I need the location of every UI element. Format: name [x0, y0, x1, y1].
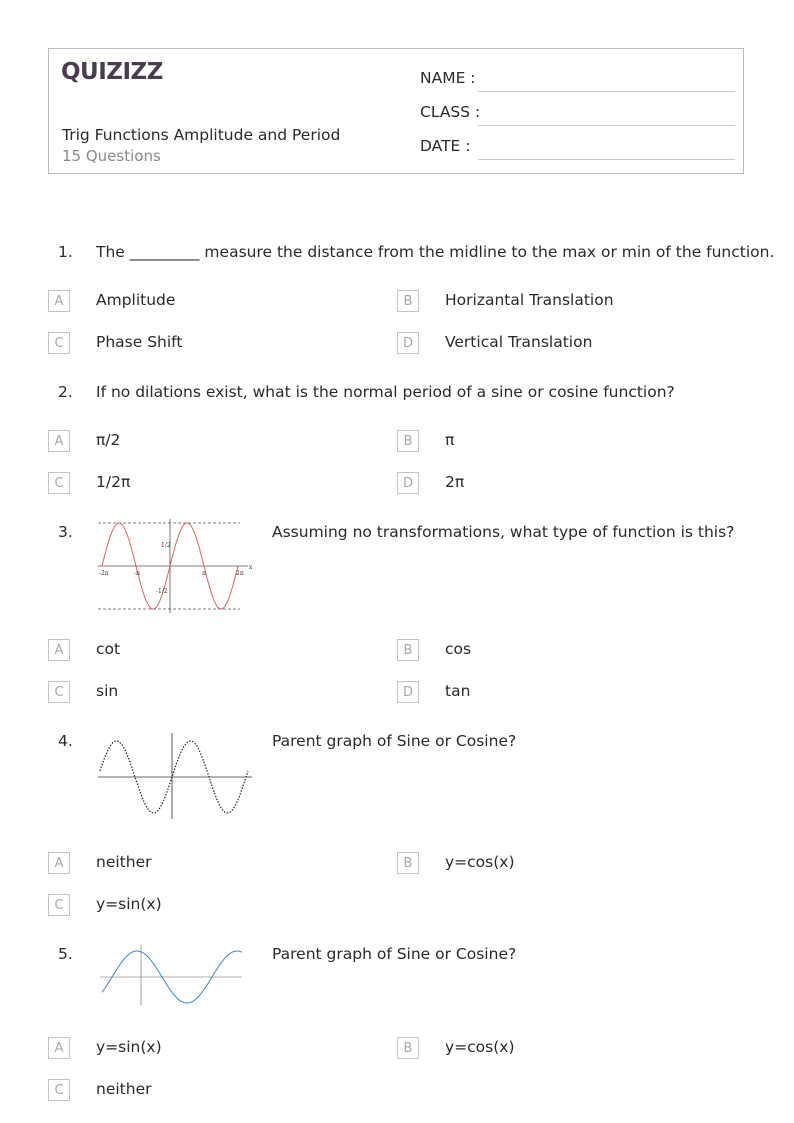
option-letter-box: D	[397, 681, 419, 703]
option-letter-box: C	[48, 894, 70, 916]
option-letter-box: A	[48, 639, 70, 661]
question-5-graph	[96, 941, 246, 1009]
option-letter-box: A	[48, 1037, 70, 1059]
tick-label-2pi: 2π	[236, 570, 244, 577]
option-text: Phase Shift	[96, 333, 183, 351]
option-text: 1/2π	[96, 473, 131, 491]
option-text: neither	[96, 853, 152, 871]
option-text: y=cos(x)	[445, 1038, 515, 1056]
question-3-graph	[96, 517, 256, 615]
option-text: cot	[96, 640, 121, 658]
option-letter-box: D	[397, 332, 419, 354]
option-letter-box: B	[397, 852, 419, 874]
option-letter-box: B	[397, 1037, 419, 1059]
question-5-number: 5.	[58, 945, 73, 963]
name-label: NAME :	[420, 69, 476, 87]
x-axis-label: x	[249, 564, 253, 571]
option-letter-box: B	[397, 430, 419, 452]
question-1-text: The _________ measure the distance from the midline to the max or min of the function.	[96, 243, 775, 261]
question-count: 15 Questions	[62, 147, 161, 165]
name-field	[420, 69, 735, 93]
option-text: π	[445, 431, 455, 449]
tick-label-neg-2pi: -2π	[99, 570, 109, 577]
question-2-text: If no dilations exist, what is the normal period of a sine or cosine function?	[96, 383, 675, 401]
option-letter-box: C	[48, 332, 70, 354]
option-text: y=sin(x)	[96, 1038, 162, 1056]
option-text: tan	[445, 682, 471, 700]
name-line[interactable]	[478, 91, 735, 92]
worksheet-header	[48, 48, 744, 174]
option-text: 2π	[445, 473, 465, 491]
option-letter-box: B	[397, 290, 419, 312]
option-text: Horizantal Translation	[445, 291, 614, 309]
quizizz-logo: QUIZIZZ	[61, 59, 163, 85]
option-text: Amplitude	[96, 291, 176, 309]
option-letter-box: A	[48, 852, 70, 874]
worksheet-title: Trig Functions Amplitude and Period	[62, 126, 341, 144]
option-letter-box: C	[48, 1079, 70, 1101]
date-line[interactable]	[478, 159, 735, 160]
option-letter-box: D	[397, 472, 419, 494]
tick-label-neg-pi: -π	[134, 570, 140, 577]
question-4-text: Parent graph of Sine or Cosine?	[272, 732, 517, 750]
option-text: Vertical Translation	[445, 333, 593, 351]
class-field	[420, 103, 735, 127]
option-letter-box: B	[397, 639, 419, 661]
question-5-text: Parent graph of Sine or Cosine?	[272, 945, 517, 963]
option-letter-box: A	[48, 290, 70, 312]
tick-label-pi: π	[202, 570, 206, 577]
question-1-number: 1.	[58, 243, 73, 261]
question-2-number: 2.	[58, 383, 73, 401]
option-text: cos	[445, 640, 472, 658]
tick-label-neg-half: -1/2	[156, 588, 168, 595]
option-letter-box: C	[48, 472, 70, 494]
tick-label-half: 1/2	[161, 542, 171, 549]
date-field	[420, 137, 735, 161]
question-4-number: 4.	[58, 732, 73, 750]
class-label: CLASS :	[420, 103, 481, 121]
class-line[interactable]	[478, 125, 735, 126]
option-letter-box: C	[48, 681, 70, 703]
question-4-graph	[96, 731, 254, 821]
option-text: π/2	[96, 431, 121, 449]
option-text: neither	[96, 1080, 152, 1098]
question-3-number: 3.	[58, 523, 73, 541]
option-text: sin	[96, 682, 119, 700]
question-3-text: Assuming no transformations, what type of function is this?	[272, 523, 735, 541]
option-letter-box: A	[48, 430, 70, 452]
date-label: DATE :	[420, 137, 471, 155]
option-text: y=sin(x)	[96, 895, 162, 913]
option-text: y=cos(x)	[445, 853, 515, 871]
